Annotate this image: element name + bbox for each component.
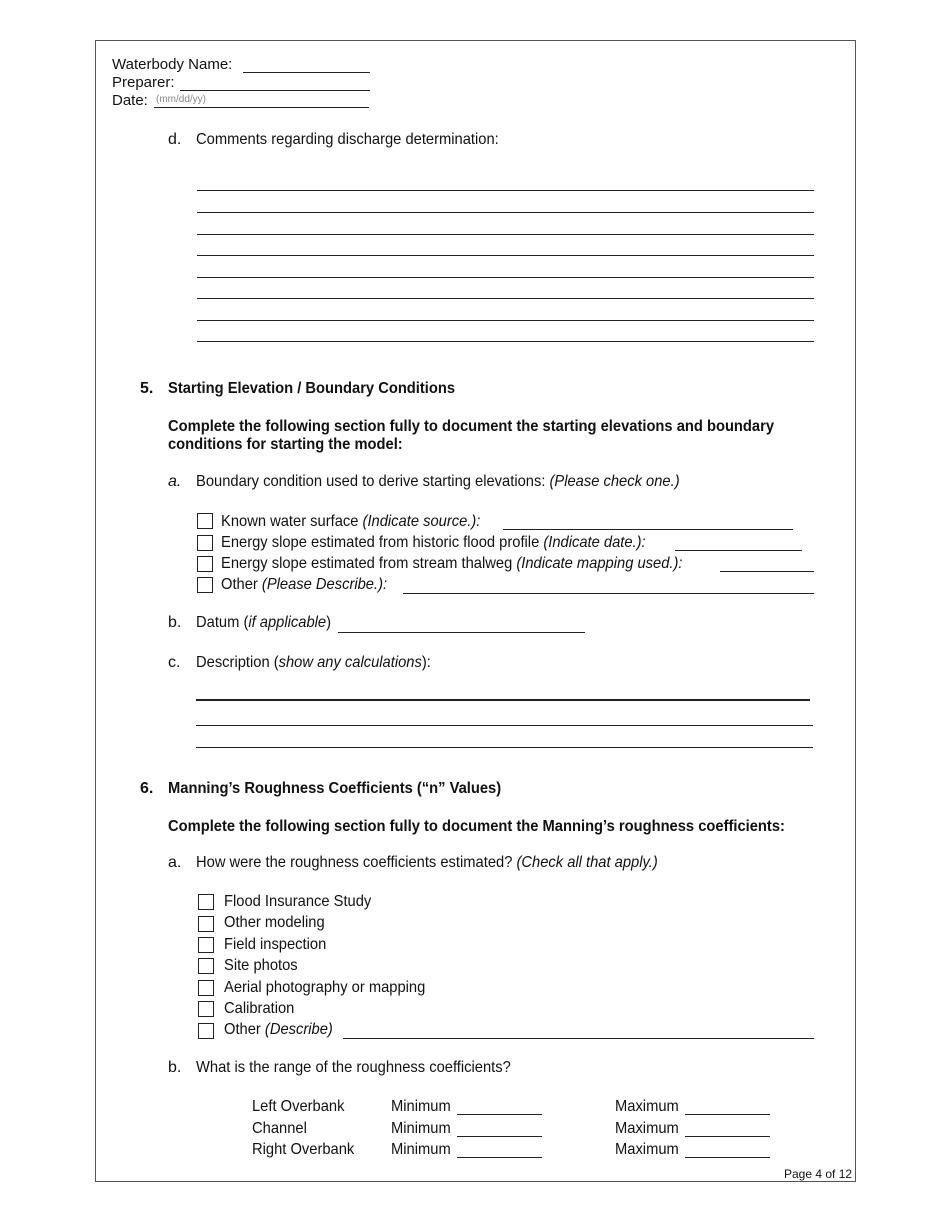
option-flood-insurance-study: Flood Insurance Study	[224, 893, 372, 910]
checkbox-other-modeling[interactable]	[198, 916, 214, 932]
option-stream-thalweg: Energy slope estimated from stream thalweg (Indicate mapping used.):	[221, 555, 683, 572]
section-5c-letter: c.	[168, 654, 181, 671]
channel-maximum-field[interactable]	[685, 1136, 770, 1137]
section-5-number: 5.	[140, 380, 154, 397]
option-aerial-photography: Aerial photography or mapping	[224, 979, 426, 996]
section-6b-letter: b.	[168, 1059, 182, 1076]
section-5b-text: Datum (if applicable)	[196, 614, 331, 631]
waterbody-name-label: Waterbody Name:	[112, 56, 233, 73]
comment-line-2[interactable]	[197, 212, 814, 213]
description-line-3[interactable]	[196, 747, 813, 748]
datum-field[interactable]	[338, 632, 585, 633]
section-6a-text: How were the roughness coefficients estimated? (Check all that apply.)	[196, 854, 658, 871]
checkbox-field-inspection[interactable]	[198, 937, 214, 953]
page-number: Page 4 of 12	[784, 1167, 853, 1181]
description-line-2[interactable]	[196, 725, 813, 726]
preparer-label: Preparer:	[112, 74, 175, 91]
option-other-method: Other (Describe)	[224, 1021, 333, 1038]
section-5a-text: Boundary condition used to derive starting elevations: (Please check one.)	[196, 473, 680, 490]
comment-line-1[interactable]	[197, 190, 814, 191]
maximum-label: Maximum	[615, 1098, 679, 1115]
date-field[interactable]	[154, 107, 369, 108]
comment-line-4[interactable]	[197, 255, 814, 256]
description-line-1[interactable]	[196, 699, 810, 701]
section-5c-text: Description (show any calculations):	[196, 654, 431, 671]
checkbox-known-water-surface[interactable]	[197, 513, 213, 529]
option-other-boundary: Other (Please Describe.):	[221, 576, 388, 593]
checkbox-historic-flood-profile[interactable]	[197, 535, 213, 551]
section-5-instruction-1: Complete the following section fully to document the starting elevations and boundary	[168, 418, 775, 435]
maximum-label: Maximum	[615, 1120, 679, 1137]
option-field-inspection: Field inspection	[224, 936, 327, 953]
checkbox-calibration[interactable]	[198, 1001, 214, 1017]
comment-line-7[interactable]	[197, 320, 814, 321]
section-5b-letter: b.	[168, 614, 182, 631]
item-d-text: Comments regarding discharge determination:	[196, 131, 499, 148]
section-6-number: 6.	[140, 780, 154, 797]
section-6-title: Manning’s Roughness Coefficients (“n” Values)	[168, 780, 502, 797]
item-d-letter: d.	[168, 131, 182, 148]
stream-thalweg-field[interactable]	[720, 571, 814, 572]
left-overbank-minimum-field[interactable]	[457, 1114, 542, 1115]
option-calibration: Calibration	[224, 1000, 295, 1017]
minimum-label: Minimum	[391, 1141, 451, 1158]
maximum-label: Maximum	[615, 1141, 679, 1158]
comment-line-5[interactable]	[197, 277, 814, 278]
known-water-surface-field[interactable]	[503, 529, 793, 530]
option-known-water-surface: Known water surface (Indicate source.):	[221, 513, 481, 530]
other-method-field[interactable]	[343, 1038, 814, 1039]
other-boundary-field[interactable]	[403, 593, 814, 594]
section-6-instruction: Complete the following section fully to document the Manning’s roughness coefficients:	[168, 818, 785, 835]
checkbox-flood-insurance-study[interactable]	[198, 894, 214, 910]
range-row-label: Left Overbank	[252, 1098, 345, 1115]
left-overbank-maximum-field[interactable]	[685, 1114, 770, 1115]
section-5a-letter: a.	[168, 473, 182, 490]
comment-line-6[interactable]	[197, 298, 814, 299]
option-other-modeling: Other modeling	[224, 914, 325, 931]
preparer-field[interactable]	[180, 90, 370, 91]
section-5-instruction-2: conditions for starting the model:	[168, 436, 403, 453]
minimum-label: Minimum	[391, 1120, 451, 1137]
comment-line-8[interactable]	[197, 341, 814, 342]
range-row-label: Channel	[252, 1120, 307, 1137]
right-overbank-maximum-field[interactable]	[685, 1157, 770, 1158]
channel-minimum-field[interactable]	[457, 1136, 542, 1137]
historic-flood-profile-field[interactable]	[675, 550, 802, 551]
minimum-label: Minimum	[391, 1098, 451, 1115]
date-label: Date:	[112, 92, 148, 109]
checkbox-other-method[interactable]	[198, 1023, 214, 1039]
checkbox-stream-thalweg[interactable]	[197, 556, 213, 572]
date-hint: (mm/dd/yy)	[156, 94, 206, 105]
right-overbank-minimum-field[interactable]	[457, 1157, 542, 1158]
option-site-photos: Site photos	[224, 957, 298, 974]
checkbox-other-boundary[interactable]	[197, 577, 213, 593]
range-row-label: Right Overbank	[252, 1141, 355, 1158]
comment-line-3[interactable]	[197, 234, 814, 235]
section-6b-text: What is the range of the roughness coefficients?	[196, 1059, 511, 1076]
checkbox-aerial-photography[interactable]	[198, 980, 214, 996]
option-historic-flood-profile: Energy slope estimated from historic flood profile (Indicate date.):	[221, 534, 646, 551]
waterbody-name-field[interactable]	[243, 72, 370, 73]
section-6a-letter: a.	[168, 854, 182, 871]
checkbox-site-photos[interactable]	[198, 958, 214, 974]
section-5-title: Starting Elevation / Boundary Conditions	[168, 380, 456, 397]
